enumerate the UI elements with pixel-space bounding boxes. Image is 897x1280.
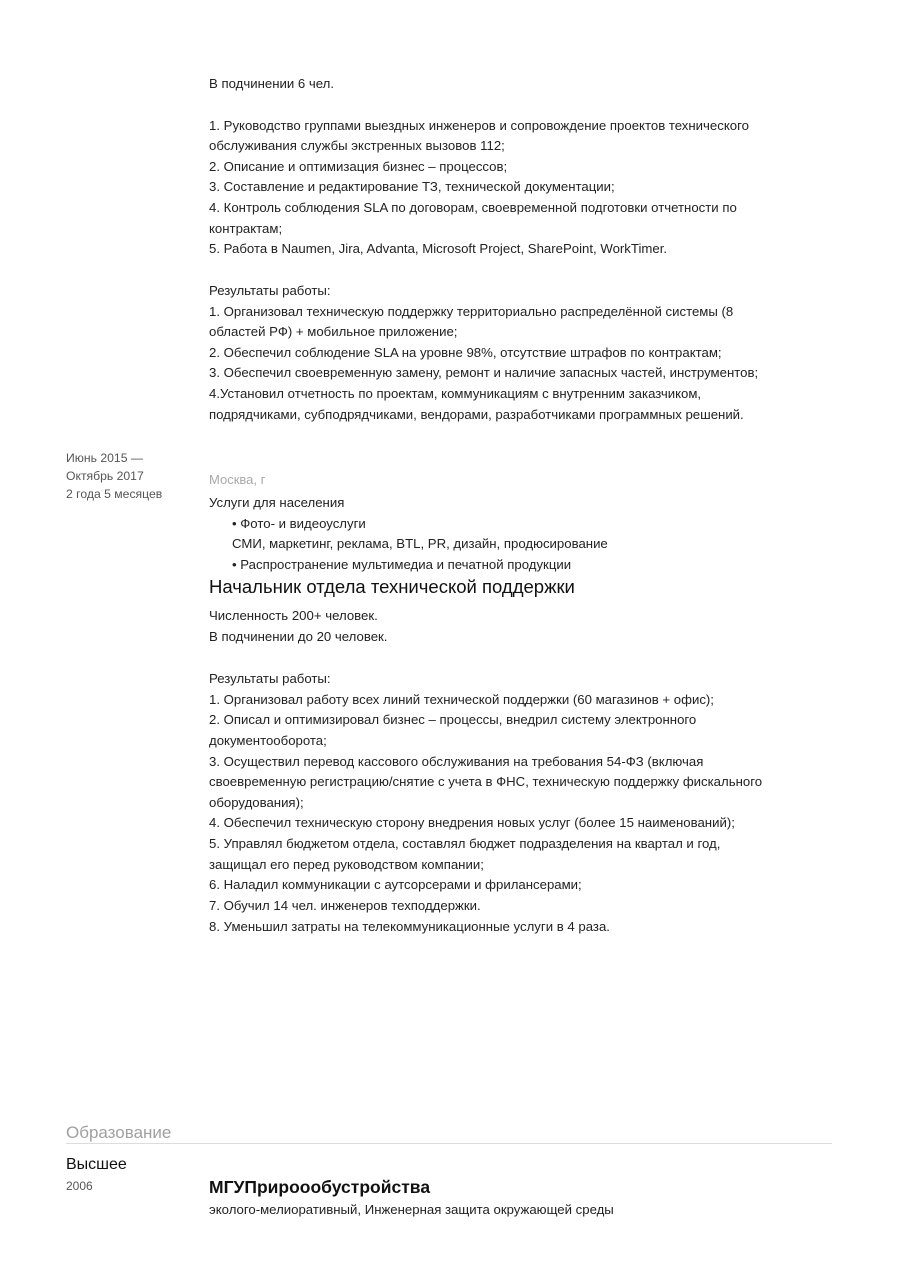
job2-text-line: оборудования); [209,795,304,810]
job2-period-end: Октябрь 2017 [66,469,144,483]
job1-text-line: 5. Работа в Naumen, Jira, Advanta, Microsoft Project, SharePoint, WorkTimer. [209,241,668,256]
job1-text-line: областей РФ) + мобильное приложение; [209,324,458,339]
job2-text-line: Численность 200+ человек. [209,608,378,623]
job2-industry-item: • Распространение мультимедиа и печатной продукции [232,557,572,572]
education-specialty: эколого-мелиоративный, Инженерная защита окружающей среды [209,1202,614,1217]
job2-text-line: 7. Обучил 14 чел. инженеров техподдержки. [209,898,481,913]
job1-text-line: подрядчиками, субподрядчиками, вендорами, разработчиками программных решений. [209,407,744,422]
job1-text-line: 4. Контроль соблюдения SLA по договорам, своевременной подготовки отчетности по [209,200,737,215]
job2-industry: Услуги для населения [209,495,345,510]
job1-text-line: 1. Организовал техническую поддержку территориально распределённой системы (8 [209,304,734,319]
job2-text-line: 8. Уменьшил затраты на телекоммуникационные услуги в 4 раза. [209,919,610,934]
job1-text-line: 3. Обеспечил своевременную замену, ремонт и наличие запасных частей, инструментов; [209,365,759,380]
job1-text-line: 4.Установил отчетность по проектам, коммуникациям с внутренним заказчиком, [209,386,702,401]
job2-text-line: документооборота; [209,733,327,748]
job1-text-line: 2. Обеспечил соблюдение SLA на уровне 98%, отсутствие штрафов по контрактам; [209,345,722,360]
job2-industry-item: СМИ, маркетинг, реклама, BTL, PR, дизайн, продюсирование [232,536,608,551]
job1-text-line: 3. Составление и редактирование ТЗ, технической документации; [209,179,615,194]
job2-text-line: 6. Наладил коммуникации с аутсорсерами и фрилансерами; [209,877,582,892]
job2-text-line: 1. Организовал работу всех линий технической поддержки (60 магазинов + офис); [209,692,714,707]
job2-industry-item: • Фото- и видеоуслуги [232,516,366,531]
section-divider [66,1143,832,1144]
job2-text-line: своевременную регистрацию/снятие с учета в ФНС, техническую поддержку фискального [209,774,763,789]
job2-position-title: Начальник отдела технической поддержки [209,576,575,597]
job2-text-line: В подчинении до 20 человек. [209,629,388,644]
job2-text-line: 5. Управлял бюджетом отдела, составлял бюджет подразделения на квартал и год, [209,836,721,851]
education-institution: МГУПрироообустройства [209,1177,431,1197]
job2-text-line: защищал его перед руководством компании; [209,857,484,872]
job2-period [66,449,162,503]
education-level: Высшее [66,1156,127,1173]
job2-period-start: Июнь 2015 — [66,451,144,465]
job1-text-line: 2. Описание и оптимизация бизнес – процессов; [209,159,508,174]
job2-results-heading: Результаты работы: [209,671,331,686]
education-section-title: Образование [66,1123,172,1142]
job2-text-line: 3. Осуществил перевод кассового обслуживания на требования 54-ФЗ (включая [209,754,704,769]
job1-results-heading: Результаты работы: [209,283,331,298]
job2-text-line: 2. Описал и оптимизировал бизнес – процессы, внедрил систему электронного [209,712,697,727]
job1-text-line: контрактам; [209,221,283,236]
job1-text-line: 1. Руководство группами выездных инженеров и сопровождение проектов технического [209,118,749,133]
job2-period-duration: 2 года 5 месяцев [66,487,163,501]
job2-city: Москва, г [209,472,266,487]
job1-text-line: В подчинении 6 чел. [209,76,334,91]
job1-text-line: обслуживания службы экстренных вызовов 112; [209,138,505,153]
education-year: 2006 [66,1179,93,1193]
job2-text-line: 4. Обеспечил техническую сторону внедрения новых услуг (более 15 наименований); [209,815,735,830]
